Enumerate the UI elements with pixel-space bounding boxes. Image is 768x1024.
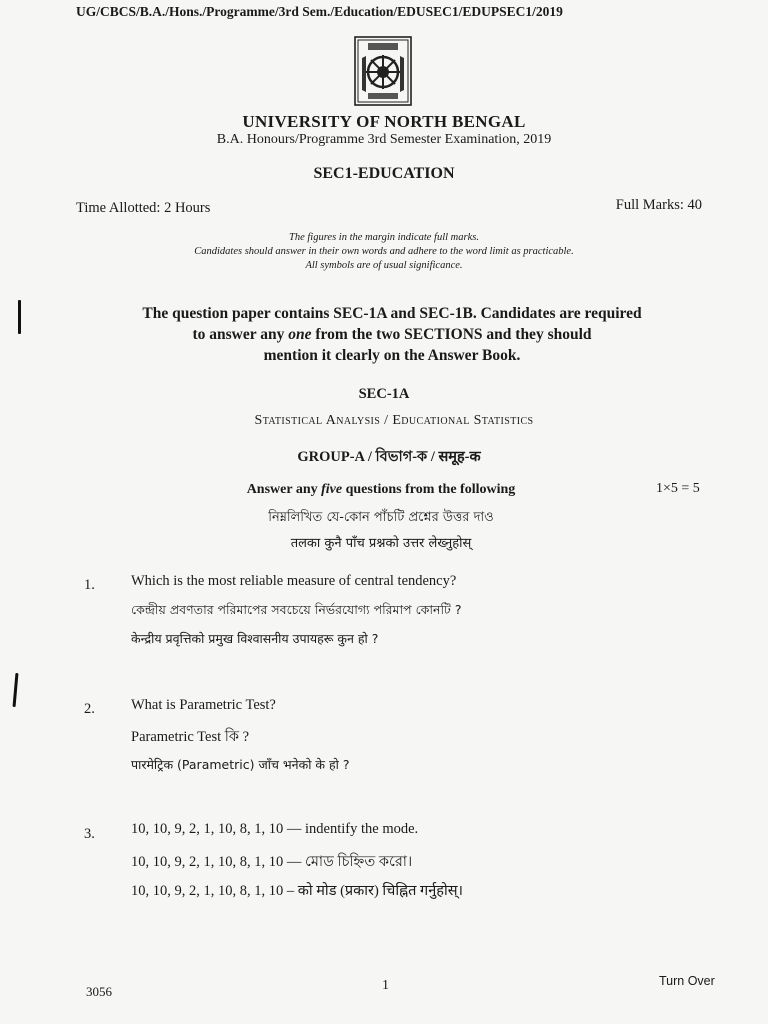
exam-title: B.A. Honours/Programme 3rd Semester Examination, 2019	[216, 132, 552, 147]
question-number: 1.	[84, 577, 95, 593]
question-text-ne: पारमेट्रिक (Parametric) जाँच भनेको के हो ?	[131, 757, 350, 772]
question-number: 3.	[84, 826, 95, 842]
paper-code: UG/CBCS/B.A./Hons./Programme/3rd Sem./Education/EDUSEC1/EDUPSEC1/2019	[76, 4, 563, 19]
group-heading: GROUP-A / বিভাগ-ক / समूह-क	[297, 449, 481, 465]
question-text-en: What is Parametric Test?	[131, 697, 276, 713]
margin-mark	[13, 673, 19, 707]
instruction-line: to answer any one from the two SECTIONS and they should	[192, 326, 592, 343]
section-subtitle: Statistical Analysis / Educational Statistics	[254, 413, 534, 428]
note-line: The figures in the margin indicate full marks.	[289, 232, 479, 243]
question-text-bn: 10, 10, 9, 2, 1, 10, 8, 1, 10 — মোড চিহ্নিত করো।	[131, 854, 413, 870]
time-allotted: Time Allotted: 2 Hours	[76, 200, 211, 216]
university-name: UNIVERSITY OF NORTH BENGAL	[242, 112, 526, 131]
margin-mark	[18, 300, 21, 334]
full-marks: Full Marks: 40	[615, 197, 702, 213]
question-text-bn: কেন্দ্রীয় প্রবণতার পরিমাপের সবচেয়ে নির্ভরযোগ্য পরিমাপ কোনটি ?	[131, 602, 462, 617]
marks-allocation: 1×5 = 5	[656, 481, 700, 496]
page-number: 1	[382, 978, 389, 993]
question-text-ne: केन्द्रीय प्रवृत्तिको प्रमुख विश्वासनीय उपायहरू कुन हो ?	[131, 631, 379, 646]
instruction-line: The question paper contains SEC-1A and SEC-1B. Candidates are required	[142, 305, 642, 322]
university-logo	[352, 36, 414, 106]
question-text-en: Which is the most reliable measure of central tendency?	[131, 573, 457, 589]
answer-instruction-bengali: নিম্নলিখিত যে-কোন পাঁচটি প্রশ্নের উত্তর দাও	[268, 510, 494, 525]
answer-instruction: Answer any five questions from the following	[246, 482, 516, 497]
subject-title: SEC1-EDUCATION	[313, 165, 455, 182]
question-text-en: 10, 10, 9, 2, 1, 10, 8, 1, 10 — indentify the mode.	[131, 821, 419, 837]
question-text-bn: Parametric Test কি ?	[131, 729, 250, 745]
question-text-ne: 10, 10, 9, 2, 1, 10, 8, 1, 10 – को मोड (प्रकार) चिह्नित गर्नुहोस्।	[131, 883, 464, 899]
instruction-line: mention it clearly on the Answer Book.	[263, 347, 521, 364]
section-title: SEC-1A	[358, 386, 410, 402]
note-line: Candidates should answer in their own words and adhere to the word limit as practicable.	[194, 246, 574, 257]
question-number: 2.	[84, 701, 95, 717]
paper-number: 3056	[86, 984, 112, 999]
note-line: All symbols are of usual significance.	[305, 260, 463, 271]
answer-instruction-nepali: तलका कुनै पाँच प्रश्नको उत्तर लेख्नुहोस्	[290, 536, 472, 551]
turn-over-label: Turn Over	[659, 974, 715, 988]
